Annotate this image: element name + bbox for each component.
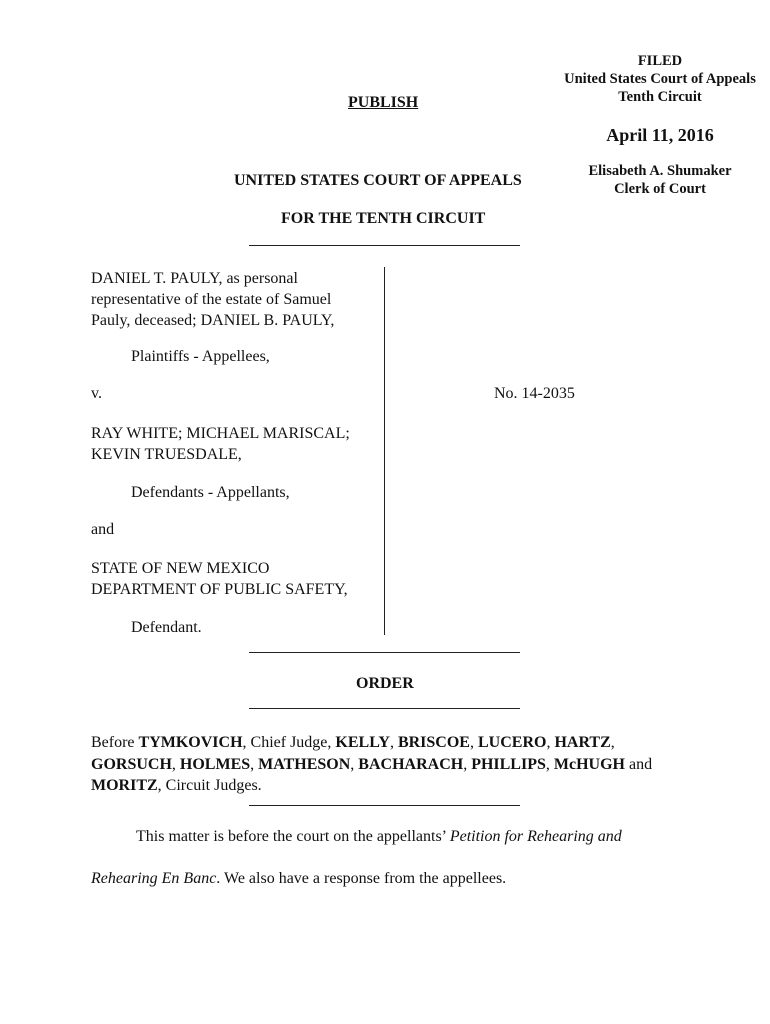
and-label: and: [91, 521, 115, 538]
judge-name: McHUGH: [553, 755, 625, 773]
other-defendant-role: Defendant.: [131, 619, 202, 636]
body-text: This matter is before the court on the appellants’: [136, 828, 450, 845]
circuit-title: FOR THE TENTH CIRCUIT: [281, 210, 486, 227]
defendant-block: [91, 423, 350, 465]
caption-divider: [384, 267, 385, 635]
versus: v.: [91, 385, 102, 402]
other-defendant-block: [91, 558, 348, 600]
plaintiff-role: Plaintiffs - Appellees,: [131, 348, 270, 365]
judge-name: MORITZ: [91, 777, 158, 794]
body-text: . We also have a response from the appellees.: [216, 870, 507, 887]
plaintiff-line: Pauly, deceased; DANIEL B. PAULY,: [91, 312, 335, 329]
judges-divider: [249, 805, 520, 806]
other-defendant-line: STATE OF NEW MEXICO: [91, 560, 270, 577]
body-line-2: [91, 870, 506, 888]
clerk-block: [555, 162, 765, 198]
judge-name: GORSUCH: [91, 755, 172, 773]
defendant-line: RAY WHITE; MICHAEL MARISCAL;: [91, 425, 350, 442]
other-defendant-line: DEPARTMENT OF PUBLIC SAFETY,: [91, 581, 348, 598]
judges-before: Before: [91, 734, 139, 751]
order-divider-bottom: [249, 708, 520, 709]
judge-name: TYMKOVICH: [138, 734, 243, 751]
judge-name: MATHESON: [258, 755, 351, 773]
publish-label: PUBLISH: [348, 94, 419, 111]
judges-text: , Chief Judge,: [242, 734, 336, 751]
court-title: UNITED STATES COURT OF APPEALS: [234, 172, 522, 189]
judge-name: HARTZ: [554, 734, 611, 751]
judges-text: , Circuit Judges.: [157, 777, 262, 794]
order-title: ORDER: [356, 675, 414, 692]
body-line-1: [136, 828, 622, 846]
body-italic: Rehearing En Banc: [91, 870, 217, 887]
judges-panel: Before TYMKOVICH, Chief Judge, KELLY, BRISCOE, LUCERO, HARTZ, GORSUCH, HOLMES, MATHESON, BACHARACH, PHILLIPS, McHUGH and MORITZ, Circuit Judges.: [91, 734, 653, 794]
header-divider: [249, 245, 520, 246]
judge-name: LUCERO: [477, 734, 547, 751]
judge-name: BRISCOE: [397, 734, 470, 751]
filed-court: United States Court of Appeals: [564, 71, 756, 87]
judges-text: and: [624, 755, 653, 773]
judge-name: PHILLIPS: [471, 755, 546, 773]
filed-circuit: Tenth Circuit: [618, 89, 702, 105]
plaintiff-block: [91, 268, 334, 331]
defendant-line: KEVIN TRUESDALE,: [91, 446, 242, 463]
clerk-name: Elisabeth A. Shumaker: [588, 163, 732, 179]
filed-stamp: [555, 52, 765, 106]
judge-name: KELLY: [335, 734, 390, 751]
order-divider-top: [249, 652, 520, 653]
filed-label: FILED: [637, 53, 683, 69]
body-italic: Petition for Rehearing and: [449, 828, 622, 845]
defendant-role: Defendants - Appellants,: [131, 484, 290, 501]
plaintiff-line: DANIEL T. PAULY, as personal: [91, 270, 298, 287]
judge-name: HOLMES: [179, 755, 251, 773]
case-number: No. 14-2035: [494, 385, 575, 402]
plaintiff-line: representative of the estate of Samuel: [91, 291, 332, 308]
judge-name: BACHARACH: [358, 755, 464, 773]
clerk-title: Clerk of Court: [614, 181, 706, 197]
filed-date: April 11, 2016: [606, 125, 714, 145]
